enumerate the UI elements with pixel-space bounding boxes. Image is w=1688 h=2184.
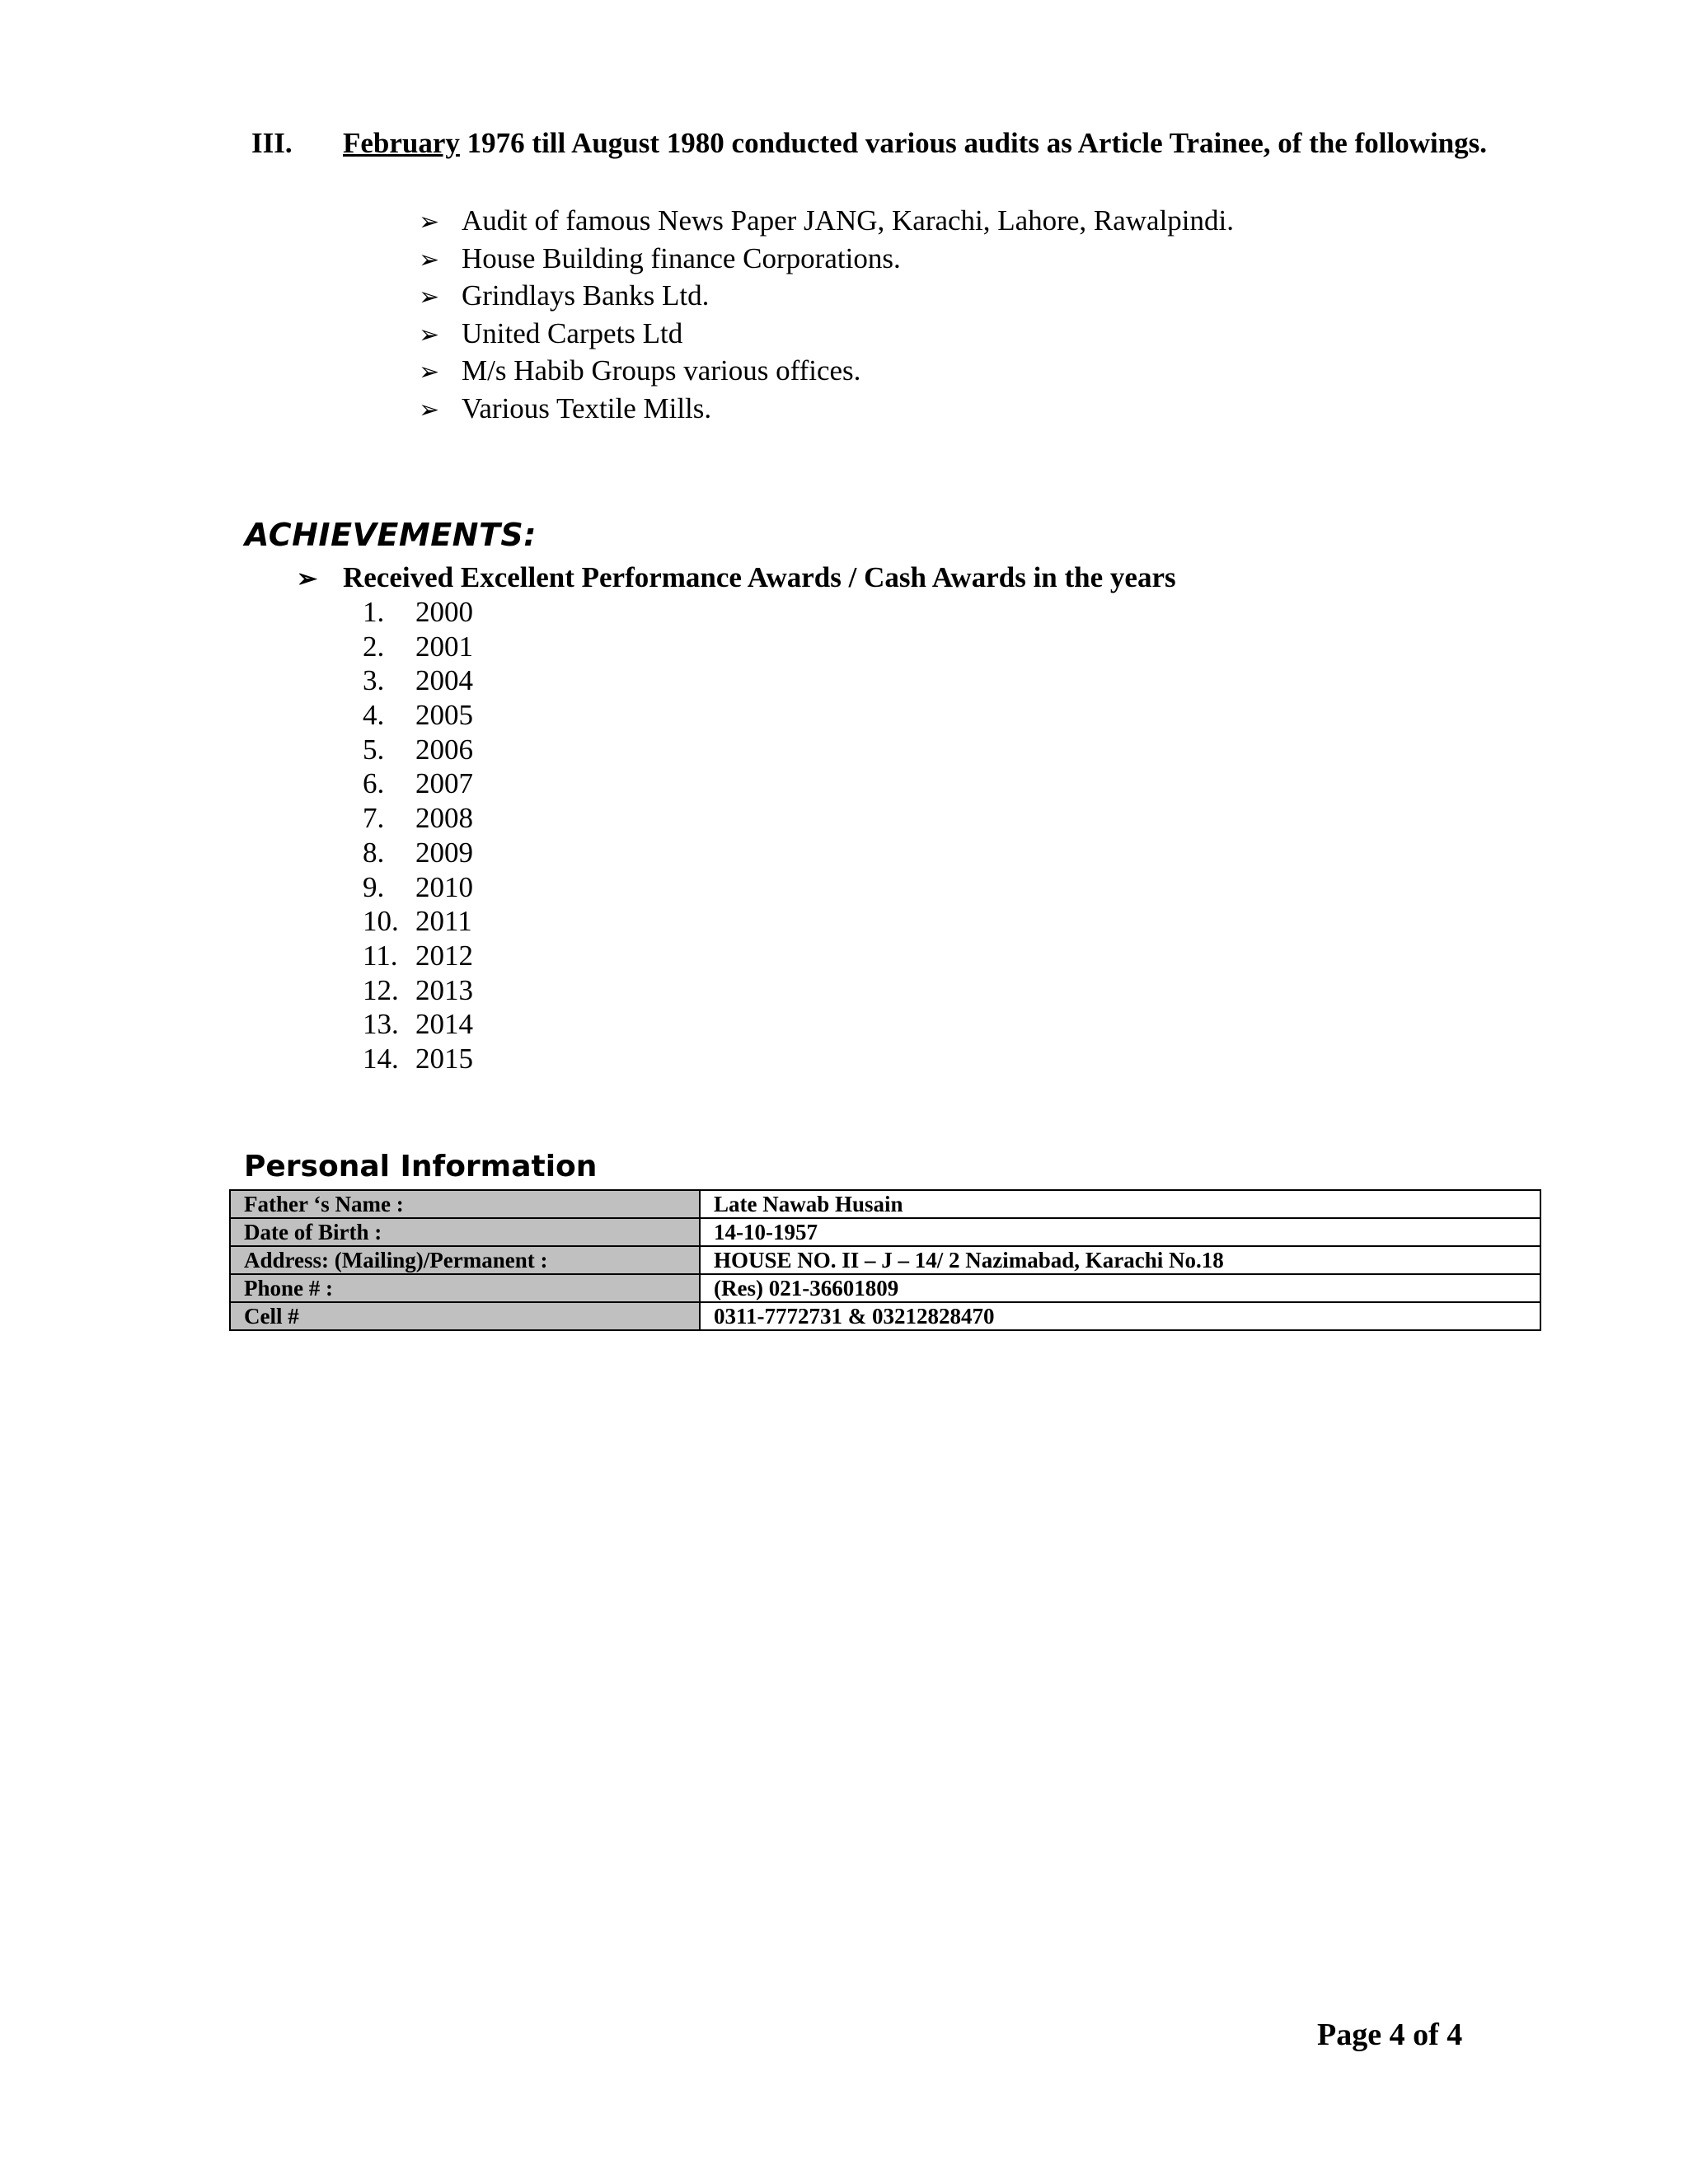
arrow-bullet-icon: ➢ [419,209,440,236]
list-item: ➢ United Carpets Ltd [419,315,1234,353]
arrow-bullet-icon: ➢ [419,284,440,311]
arrow-bullet-icon: ➢ [297,565,318,593]
table-row [230,1302,1540,1330]
list-item: 3. 2004 [363,664,473,697]
list-item: 10. 2011 [363,905,472,938]
achievements-heading: ACHIEVEMENTS: [245,517,537,553]
row-value: Late Nawab Husain [700,1190,1540,1218]
row-label: Address: (Mailing)/Permanent : [230,1246,700,1274]
table-row [230,1218,1540,1246]
list-item: ➢ House Building finance Corporations. [419,240,1234,278]
list-item: 4. 2005 [363,699,473,732]
personal-info-heading: Personal Information [244,1150,598,1183]
list-item: ➢ Various Textile Mills. [419,390,1234,428]
arrow-bullet-icon: ➢ [419,396,440,424]
row-label: Date of Birth : [230,1218,700,1246]
list-item: 12. 2013 [363,973,473,1006]
section-number: III. [251,127,293,159]
list-item: 13. 2014 [363,1008,473,1041]
list-item: 6. 2007 [363,767,473,800]
list-item: 14. 2015 [363,1042,473,1075]
section-heading [343,126,1497,161]
achievements-bullet: ➢ Received Excellent Performance Awards / Cash Awards in the years [297,560,1176,597]
page-number: Page 4 of 4 [1317,2018,1463,2052]
row-value: (Res) 021-36601809 [700,1274,1540,1302]
audit-list [419,202,1234,427]
table-row [230,1246,1540,1274]
row-label: Father ‘s Name : [230,1190,700,1218]
list-item: 11. 2012 [363,939,473,972]
personal-info-table [229,1189,1541,1331]
list-item: 1. 2000 [363,596,473,628]
list-item: ➢ M/s Habib Groups various offices. [419,352,1234,390]
row-value: 14-10-1957 [700,1218,1540,1246]
list-item: 9. 2010 [363,870,473,903]
list-item: 2. 2001 [363,630,473,663]
table-row [230,1274,1540,1302]
row-label: Cell # [230,1302,700,1330]
list-item: 8. 2009 [363,836,473,869]
row-label: Phone # : [230,1274,700,1302]
list-item: 7. 2008 [363,802,473,835]
arrow-bullet-icon: ➢ [419,246,440,274]
row-value: 0311-7772731 & 03212828470 [700,1302,1540,1330]
award-years-list [363,595,473,1076]
heading-text: 1976 till August 1980 conducted various audits as Article Trainee, of the followings. [459,127,1488,159]
table-row [230,1190,1540,1218]
arrow-bullet-icon: ➢ [419,359,440,386]
list-item: ➢ Grindlays Banks Ltd. [419,277,1234,315]
list-item: ➢ Audit of famous News Paper JANG, Karachi, Lahore, Rawalpindi. [419,202,1234,240]
arrow-bullet-icon: ➢ [419,321,440,349]
row-value: HOUSE NO. II – J – 14/ 2 Nazimabad, Karachi No.18 [700,1246,1540,1274]
list-item: 5. 2006 [363,733,473,766]
heading-month: February [343,127,460,159]
